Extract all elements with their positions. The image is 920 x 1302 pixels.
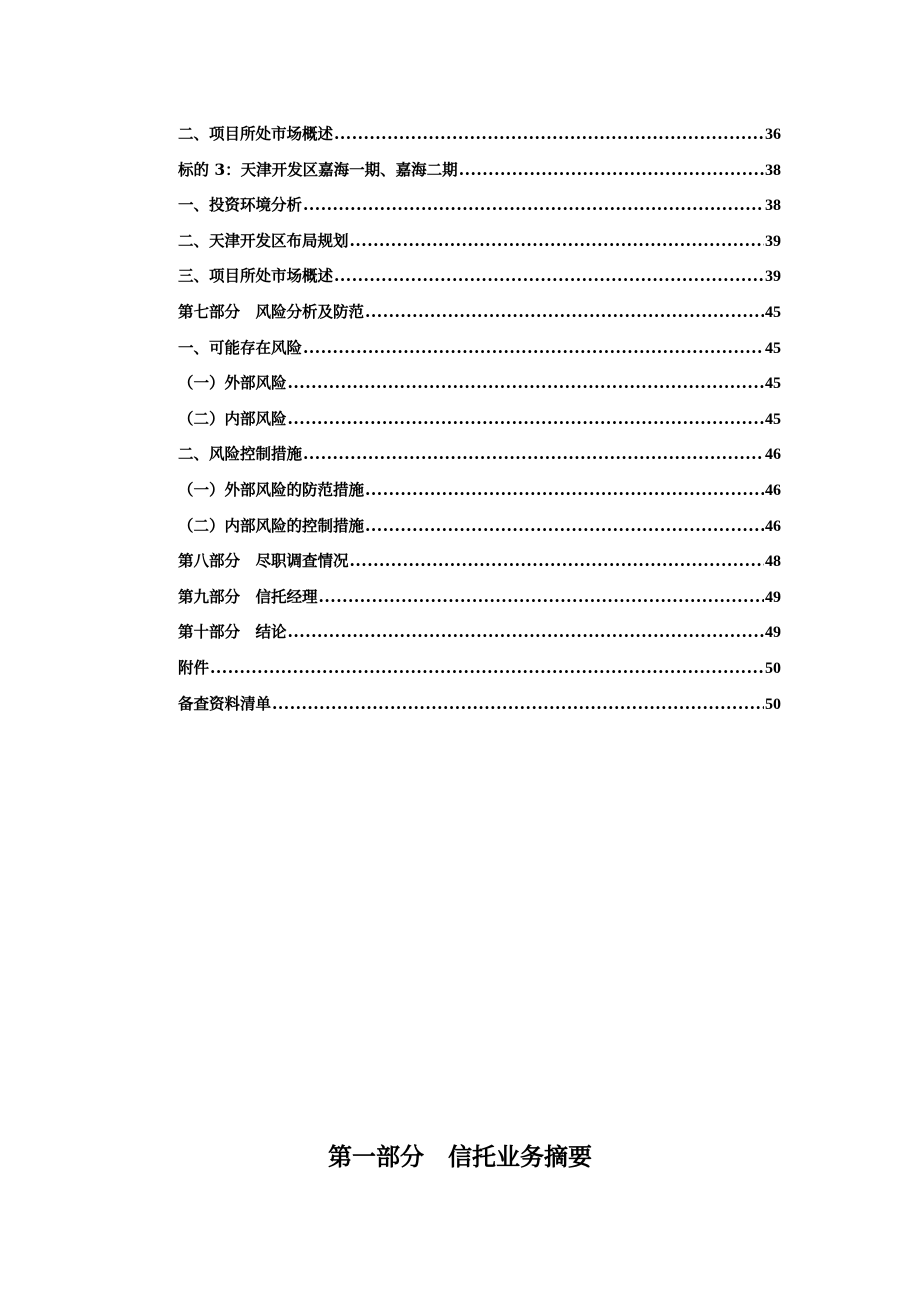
toc-dot-leader [210,654,764,682]
toc-entry[interactable] [178,583,781,619]
toc-entry-page-number: 46 [765,481,781,499]
toc-entry-title: （一）外部风险 [178,373,287,393]
toc-entry[interactable] [178,618,781,654]
toc-entry-page-number: 50 [765,695,781,713]
toc-entry[interactable] [178,227,781,263]
toc-entry[interactable] [178,405,781,441]
toc-entry[interactable] [178,476,781,512]
toc-entry-title: 二、天津开发区布局规划 [178,230,349,250]
toc-entry-page-number: 46 [765,517,781,535]
toc-entry-page-number: 48 [765,553,781,571]
toc-entry-page-number: 49 [765,588,781,606]
toc-entry-title: 第九部分 信托经理 [178,586,318,606]
toc-entry-title: 第八部分 尽职调查情况 [178,551,349,571]
toc-entry-page-number: 38 [765,161,781,179]
toc-entry-page-number: 46 [765,446,781,464]
toc-entry-title: 一、投资环境分析 [178,195,303,215]
toc-entry[interactable] [178,298,781,334]
toc-entry-title: 标的 3：天津开发区嘉海一期、嘉海二期 [178,159,458,179]
toc-entry-page-number: 50 [765,659,781,677]
toc-entry[interactable] [178,191,781,227]
toc-entry-page-number: 45 [765,303,781,321]
toc-entry[interactable] [178,369,781,405]
toc-dot-leader [288,405,764,433]
section-heading: 第一部分 信托业务摘要 [328,1142,592,1171]
toc-entry[interactable] [178,654,781,690]
toc-entry-page-number: 45 [765,339,781,357]
toc-entry-title: 第七部分 风险分析及防范 [178,301,365,321]
toc-entry-title: 一、可能存在风险 [178,337,303,357]
toc-entry[interactable] [178,690,781,726]
toc-dot-leader [365,512,764,540]
table-of-contents [178,120,781,725]
toc-dot-leader [459,156,764,184]
toc-entry[interactable] [178,547,781,583]
toc-entry-page-number: 36 [765,126,781,143]
toc-dot-leader [303,440,764,468]
toc-entry[interactable] [178,512,781,548]
toc-dot-leader [319,583,764,611]
toc-entry[interactable] [178,156,781,192]
toc-entry-title: 附件 [178,657,210,677]
toc-dot-leader [288,618,764,646]
toc-dot-leader [303,191,764,219]
toc-entry-title: 备查资料清单 [178,693,272,713]
toc-entry-page-number: 38 [765,197,781,215]
toc-dot-leader [334,120,764,148]
toc-entry[interactable] [178,262,781,298]
toc-entry[interactable] [178,440,781,476]
toc-entry-title: （一）外部风险的防范措施 [178,479,365,499]
toc-entry-page-number: 49 [765,624,781,642]
toc-entry-title: （二）内部风险的控制措施 [178,515,365,535]
toc-entry[interactable] [178,334,781,370]
toc-dot-leader [365,476,764,504]
toc-dot-leader [350,227,764,255]
toc-dot-leader [350,547,764,575]
toc-entry-page-number: 39 [765,232,781,250]
toc-dot-leader [365,298,764,326]
toc-entry-page-number: 45 [765,375,781,393]
toc-dot-leader [288,369,764,397]
toc-entry-page-number: 45 [765,410,781,428]
toc-dot-leader [272,690,764,718]
toc-dot-leader [303,334,764,362]
toc-entry-title: 二、项目所处市场概述 [178,124,334,143]
toc-entry-title: 第十部分 结论 [178,622,287,642]
toc-entry-title: 三、项目所处市场概述 [178,266,334,286]
toc-dot-leader [334,262,764,290]
toc-entry-title: （二）内部风险 [178,408,287,428]
toc-entry[interactable] [178,120,781,156]
toc-entry-title: 二、风险控制措施 [178,444,303,464]
toc-entry-page-number: 39 [765,268,781,286]
